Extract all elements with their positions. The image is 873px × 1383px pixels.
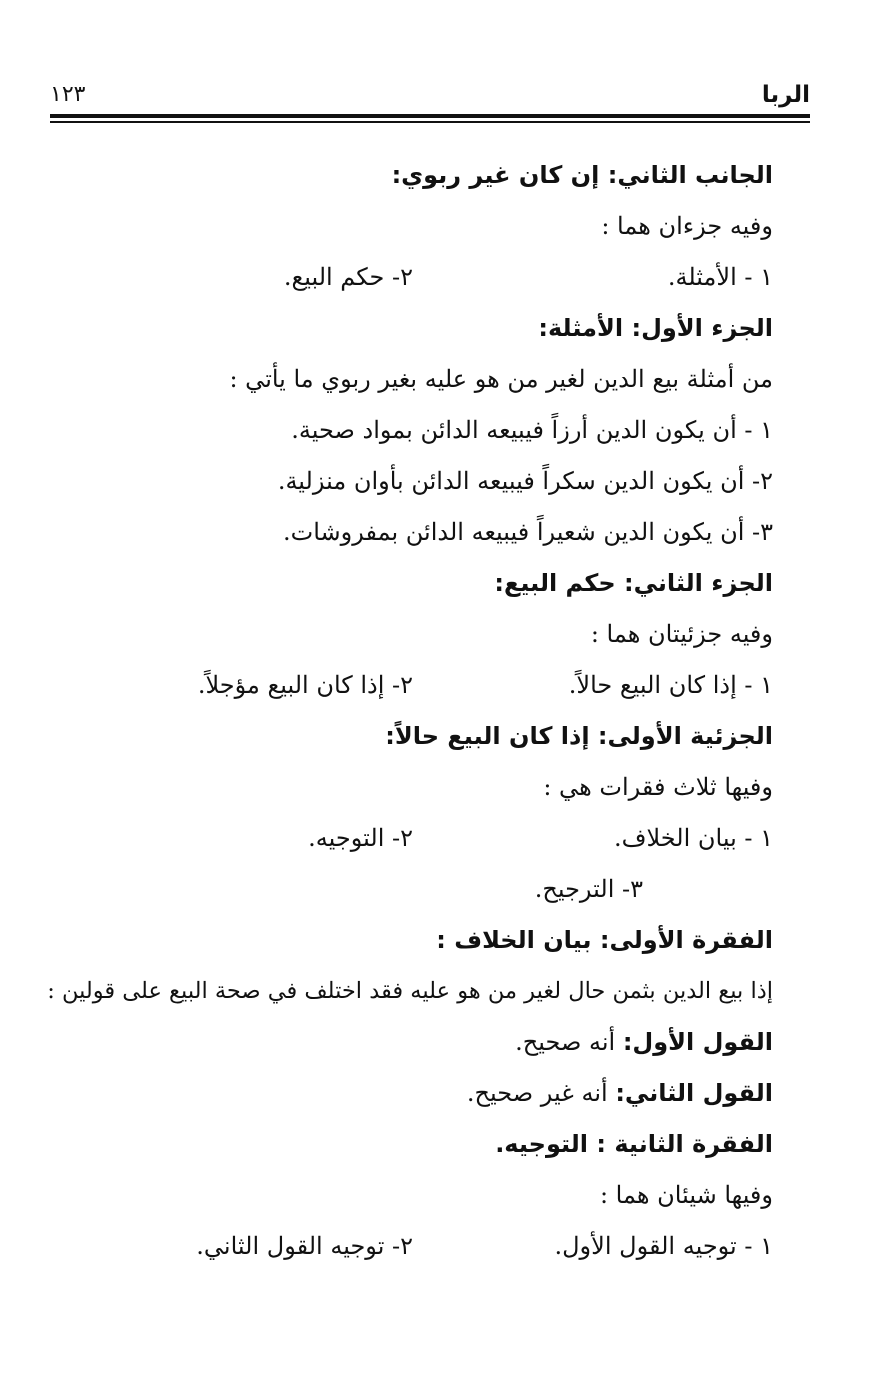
opinion-line [53, 1068, 773, 1119]
opinion-text: أنه صحيح. [515, 1028, 616, 1056]
list-item: ٢- توجيه القول الثاني. [196, 1232, 413, 1260]
page-header [50, 72, 810, 112]
paragraph: وفيها شيئان هما : [599, 1181, 773, 1209]
list-item: ١ - الأمثلة. [667, 263, 773, 291]
two-column-list [53, 660, 773, 711]
subsection-heading: الجزء الثاني: حكم البيع: [494, 569, 773, 597]
list-item: ٢- إذا كان البيع مؤجلاً. [197, 671, 413, 699]
paragraph-heading: الفقرة الأولى: بيان الخلاف : [436, 926, 773, 954]
two-column-list [53, 1221, 773, 1272]
page-number: ١٢٣ [50, 82, 86, 107]
header-rule-thin [50, 121, 810, 123]
opinion-label: القول الثاني: [615, 1079, 773, 1107]
opinion-label: القول الأول: [622, 1028, 773, 1056]
list-item: ١ - أن يكون الدين أرزاً فيبيعه الدائن بمواد صحية. [291, 416, 773, 444]
opinion-line [53, 1017, 773, 1068]
paragraph: وفيه جزءان هما : [601, 212, 773, 240]
list-item: ٣- أن يكون الدين شعيراً فيبيعه الدائن بمفروشات. [282, 518, 773, 546]
list-item: ٣- الترجيح. [534, 875, 643, 903]
section-heading: الجانب الثاني: إن كان غير ربوي: [391, 161, 773, 189]
list-item: ٢- حكم البيع. [283, 263, 413, 291]
list-item: ٢- التوجيه. [308, 824, 413, 852]
list-item: ٢- أن يكون الدين سكراً فيبيعه الدائن بأوان منزلية. [277, 467, 773, 495]
paragraph: من أمثلة بيع الدين لغير من هو عليه بغير ربوي ما يأتي : [229, 365, 773, 393]
paragraph: إذا بيع الدين بثمن حال لغير من هو عليه فقد اختلف في صحة البيع على قولين : [47, 978, 773, 1004]
two-column-list [53, 813, 773, 864]
list-item: ١ - توجيه القول الأول. [554, 1232, 773, 1260]
header-rule-thick [50, 114, 810, 118]
list-item: ١ - بيان الخلاف. [613, 824, 773, 852]
subsection-heading: الجزئية الأولى: إذا كان البيع حالاً: [385, 722, 773, 750]
running-title: الربا [761, 82, 810, 108]
list-item: ١ - إذا كان البيع حالاً. [568, 671, 773, 699]
opinion-text: أنه غير صحيح. [466, 1079, 608, 1107]
two-column-list [53, 252, 773, 303]
paragraph-heading: الفقرة الثانية : التوجيه. [495, 1130, 773, 1158]
subsection-heading: الجزء الأول: الأمثلة: [538, 314, 773, 342]
paragraph: وفيها ثلاث فقرات هي : [543, 773, 773, 801]
page-body [47, 150, 773, 1272]
paragraph: وفيه جزئيتان هما : [590, 620, 773, 648]
